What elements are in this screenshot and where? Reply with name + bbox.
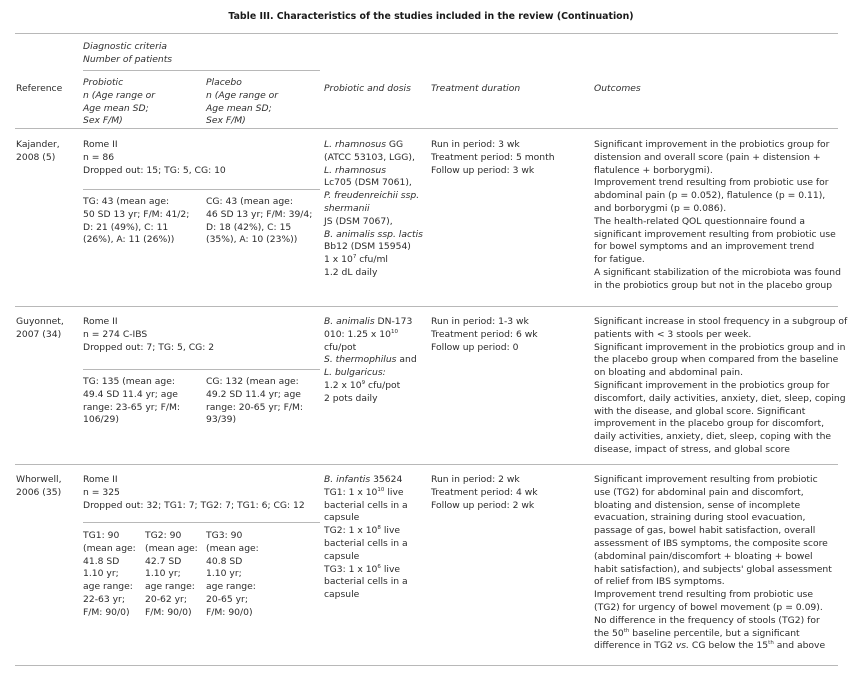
species-name: L. rhamnosus	[324, 139, 386, 150]
row-whorwell-sub-rule	[83, 522, 320, 523]
outcome-line: difference in TG2 vs. CG below the 15th and above	[594, 640, 826, 652]
outcome-line: Significant improvement resulting from probiotic	[594, 474, 818, 485]
dosis-line: B. animalis DN-173	[324, 316, 413, 327]
dosis-line: 1.2 x $10^9$ cfu/pot	[324, 379, 401, 391]
row-guyonnet-reference: Guyonnet, 2007 (34)	[16, 316, 64, 340]
bottom-rule	[15, 665, 838, 666]
outcome-line: improvement in the placebo group for discomfort,	[594, 418, 825, 430]
outcome-line: daily activities, anxiety, diet, sleep, coping with the	[594, 431, 832, 443]
header-treatment-duration: Treatment duration	[431, 83, 521, 94]
row-whorwell-duration: Run in period: 2 wk Treatment period: 4 wk Follow up period: 2 wk	[431, 474, 538, 511]
exponent: 10	[377, 486, 385, 493]
outcome-line: flatulence + borborygmi).	[594, 164, 713, 176]
dosis-line: 2 pots daily	[324, 392, 378, 404]
dosis-line: 010: 1.25 x $10^{10}$	[324, 328, 398, 340]
exponent: 6	[377, 563, 381, 570]
dosis-line: capsule	[324, 512, 360, 524]
species-name: L. bulgaricus:	[324, 367, 386, 379]
header-outcomes: Outcomes	[594, 83, 641, 94]
species-name: S. thermophilus	[324, 354, 397, 366]
ordinal-suffix: th	[768, 640, 774, 647]
dosis-line: JS (DSM 7067),	[324, 215, 393, 227]
outcome-line: assessment of IBS symptoms, the composite score	[594, 537, 828, 549]
outcome-line: with the disease, and global score. Significant	[594, 405, 806, 417]
outcome-line: No difference in the frequency of stools (TG2) for	[594, 614, 820, 626]
outcome-line: disease, impact of stress, and global score	[594, 443, 790, 455]
row-whorwell-reference: Whorwell, 2006 (35)	[16, 474, 62, 498]
outcome-line: Improvement trend resulting from probiotic use for	[594, 177, 829, 189]
dosis-line: L. rhamnosus GG	[324, 139, 404, 150]
outcome-line: evacuation, straining during stool evacuation,	[594, 512, 806, 524]
dosis-line: bacterial cells in a	[324, 576, 408, 588]
dosis-line: 1 x $10^7$ cfu/ml	[324, 254, 388, 266]
dosis-line: B. infantis 35624	[324, 474, 403, 485]
row-separator-2	[15, 464, 838, 465]
outcome-line: (abdominal pain/discomfort + bloating + bowel	[594, 550, 813, 562]
row-whorwell-group-tg3: TG3: 90 (mean age: 40.8 SD 1.10 yr; age range: 20-65 yr; F/M: 90/0)	[206, 530, 259, 618]
dosis-line	[324, 229, 423, 242]
outcome-line: habit satisfaction), and subjects' global assessment	[594, 563, 832, 575]
dosis-line	[324, 367, 417, 380]
dosis-line: TG1: 1 x $10^{10}$ live	[324, 486, 404, 498]
outcome-line: discomfort, daily activities, anxiety, diet, sleep, coping	[594, 392, 846, 404]
row-kajander-sub-rule	[83, 189, 320, 190]
outcome-line: Significant improvement in the probiotics group for	[594, 379, 830, 391]
outcome-line: in the probiotics group but not in the placebo group	[594, 279, 833, 291]
row-kajander-criteria: Rome II n = 86 Dropped out: 15; TG: 5, CG: 10	[83, 139, 226, 176]
top-rule	[15, 33, 838, 34]
species-name: B. animalis	[324, 316, 375, 327]
row-guyonnet-placebo-group: CG: 132 (mean age: 49.2 SD 11.4 yr; age range: 20-65 yr; F/M: 93/39)	[206, 376, 303, 426]
outcome-line: the placebo group when compared from the baseline	[594, 354, 839, 366]
outcome-line: Significant improvement in the probiotics group for	[594, 139, 830, 150]
row-kajander-outcomes	[594, 139, 841, 293]
dosis-line: 1.2 dL daily	[324, 266, 378, 278]
header-sub-rule	[83, 70, 320, 71]
dosis-line: TG2: 1 x $10^8$ live	[324, 525, 401, 537]
header-probiotic-dosis: Probiotic and dosis	[324, 83, 411, 94]
outcome-line: (TG2) for urgency of bowel movement (p = 0.09).	[594, 601, 823, 613]
row-whorwell-criteria: Rome II n = 325 Dropped out: 32; TG1: 7; TG2: 7; TG1: 6; CG: 12	[83, 474, 305, 511]
dosis-line: bacterial cells in a	[324, 537, 408, 549]
exponent: 10	[390, 328, 398, 335]
dosis-line: capsule	[324, 589, 360, 601]
exponent: 9	[361, 379, 366, 386]
row-whorwell-dosis	[324, 474, 408, 602]
ordinal-suffix: th	[623, 627, 630, 634]
table-title: Table III. Characteristics of the studies included in the review (Continuation)	[228, 11, 634, 22]
outcome-line: Significant increase in stool frequency in a subgroup of	[594, 316, 848, 327]
row-whorwell-group-tg1: TG1: 90 (mean age: 41.8 SD 1.10 yr; age range: 22-63 yr; F/M: 90/0)	[83, 530, 136, 618]
dosis-line	[324, 203, 423, 216]
dosis-line: Bb12 (DSM 15954)	[324, 241, 411, 253]
outcome-line: Improvement trend resulting from probiotic use	[594, 589, 813, 601]
dosis-line	[324, 190, 423, 203]
italic-text: vs.	[675, 640, 689, 652]
header-reference: Reference	[16, 83, 63, 94]
row-guyonnet-criteria: Rome II n = 274 C-IBS Dropped out: 7; TG: 5, CG: 2	[83, 316, 215, 353]
row-guyonnet-duration: Run in period: 1-3 wk Treatment period: 6 wk Follow up period: 0	[431, 316, 538, 353]
outcome-line: the 50th baseline percentile, but a significant	[594, 627, 800, 639]
row-whorwell-group-tg2: TG2: 90 (mean age: 42.7 SD 1.10 yr; age range: 20-62 yr; F/M: 90/0)	[145, 530, 198, 618]
row-separator-1	[15, 306, 838, 307]
outcome-line: and borborygmi (p = 0.086).	[594, 202, 727, 214]
row-kajander-dosis	[324, 139, 423, 280]
outcome-line: patients with < 3 stools per week.	[594, 328, 752, 340]
outcome-line: The health-related QOL questionnaire found a	[594, 215, 806, 227]
species-name: shermanii	[324, 202, 370, 214]
row-guyonnet-outcomes	[594, 316, 847, 457]
outcome-line: for bowel symptoms and an improvement trend	[594, 241, 815, 253]
header-diagnostic-criteria: Diagnostic criteria Number of patients	[83, 41, 173, 65]
species-name: P. freudenreichii ssp.	[324, 190, 420, 202]
row-kajander-probiotic-group: TG: 43 (mean age: 50 SD 13 yr; F/M: 41/2; D: 21 (49%), C: 11 (26%), A: 11 (26%))	[83, 196, 190, 246]
species-name: L. rhamnosus	[324, 164, 386, 176]
dosis-line: (ATCC 53103, LGG),	[324, 151, 415, 163]
exponent: 8	[377, 525, 381, 532]
outcome-line: for fatigue.	[594, 254, 645, 266]
row-guyonnet-dosis	[324, 316, 417, 406]
dosis-line: cfu/pot	[324, 341, 357, 353]
outcome-line: passage of gas, bowel habit satisfaction, overall	[594, 525, 816, 537]
row-kajander-duration: Run in period: 3 wk Treatment period: 5 month Follow up period: 3 wk	[431, 139, 555, 176]
dosis-line: Lc705 (DSM 7061),	[324, 177, 412, 189]
outcome-line: on bloating and abdominal pain.	[594, 367, 744, 379]
outcome-line: distension and overall score (pain + distension +	[594, 151, 821, 163]
header-probiotic: Probiotic n (Age range or Age mean SD; Sex F/M)	[83, 77, 156, 127]
dosis-line: TG3: 1 x $10^6$ live	[324, 563, 401, 575]
dosis-line	[324, 165, 423, 178]
row-kajander-reference: Kajander, 2008 (5)	[16, 139, 60, 163]
exponent: 7	[352, 254, 357, 261]
header-placebo: Placebo n (Age range or Age mean SD; Sex F/M)	[206, 77, 279, 127]
row-guyonnet-probiotic-group: TG: 135 (mean age: 49.4 SD 11.4 yr; age range: 23-65 yr; F/M: 106/29)	[83, 376, 180, 426]
outcome-line: abdominal pain (p = 0.052), flatulence (p = 0.11),	[594, 190, 826, 202]
species-name: B. animalis ssp. lactis	[324, 228, 423, 240]
outcome-line: Significant improvement in the probiotics group and in	[594, 341, 846, 353]
row-kajander-placebo-group: CG: 43 (mean age: 46 SD 13 yr; F/M: 39/4; D: 18 (42%), C: 15 (35%), A: 10 (23%))	[206, 196, 313, 246]
species-name: B. infantis	[324, 474, 371, 485]
dosis-line: capsule	[324, 550, 360, 562]
outcome-line: A significant stabilization of the microbiota was found	[594, 266, 841, 278]
outcome-line: bloating and distension, sense of incomplete	[594, 499, 801, 511]
dosis-line: S. thermophilus and	[324, 354, 417, 366]
dosis-line: bacterial cells in a	[324, 499, 408, 511]
outcome-line: use (TG2) for abdominal pain and discomfort,	[594, 486, 804, 498]
row-guyonnet-sub-rule	[83, 369, 320, 370]
outcome-line: significant improvement resulting from probiotic use	[594, 228, 836, 240]
outcome-line: of relief from IBS symptoms.	[594, 576, 725, 588]
row-whorwell-outcomes	[594, 474, 832, 653]
